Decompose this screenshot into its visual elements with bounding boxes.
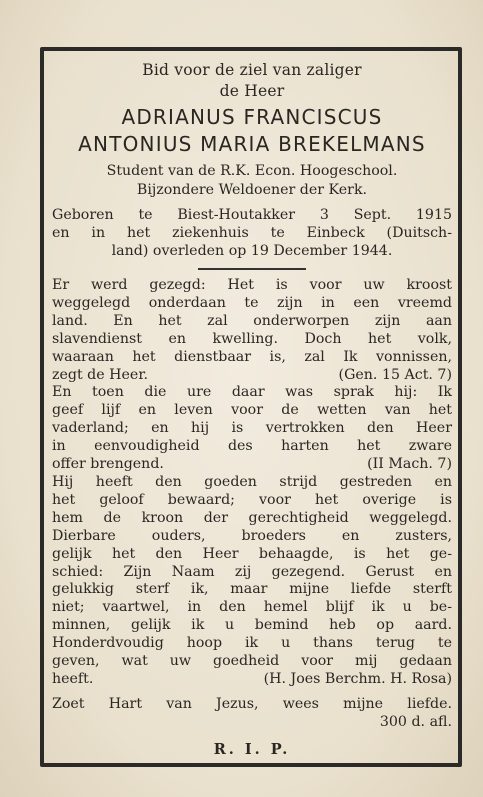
scripture-reference: (II Mach. 7) [367,456,452,473]
text-line: geven, wat uw goedheid voor mij gedaan [52,653,452,670]
birth-death-block [52,206,452,260]
dates-line-1: Geboren te Biest-Houtakker 3 Sept. 1915 [52,207,452,223]
prayer-block [52,695,452,731]
rip-text: R. I. P. [213,740,291,758]
text-line: En toen die ure daar was sprak hij: Ik [52,384,452,401]
text-line: gelukkig sterf ik, maar mijne liefde sterft [52,581,452,598]
intro-line-2: de Heer [219,82,285,100]
prayer-line: Zoet Hart van Jezus, wees mijne liefde. [52,695,452,712]
name-line-1: ADRIANUS FRANCISCUS [121,105,383,129]
intro-block [52,60,452,102]
text-line: in eenvoudigheid des harten het zware [52,438,452,455]
info-line-1: Student van de R.K. Econ. Hoogeschool. [106,163,398,179]
text-line: geef lijf en leven voor de wetten van het [52,402,452,419]
text-line: offer brengend. [52,456,164,473]
paragraph [52,474,452,528]
text-line: Hij heeft den goeden strijd gestreden en [52,473,452,490]
paragraph-last-line [52,456,452,474]
dates-line-2: en in het ziekenhuis te Einbeck (Duitsch- [52,225,452,241]
text-line: Er werd gezegd: Het is voor uw kroost [52,277,452,293]
text-line: Dierbare ouders, broeders en zusters, [52,527,452,544]
text-line: slavendienst en kwelling. Doch het volk, [52,330,452,347]
text-line: weggelegd onderdaan te zijn in een vreemd [52,294,452,311]
name-line-2: ANTONIUS MARIA BREKELMANS [78,132,426,156]
text-line: land. En het zal onderworpen zijn aan [52,312,452,329]
paragraph [52,277,452,384]
dates-line-3: land) overleden op 19 December 1944. [111,243,393,259]
text-line: Honderdvoudig hoop ik u thans terug te [52,635,452,652]
text-line: het geloof bewaard; voor het overige is [52,491,452,508]
text-line: waaraan het dienstbaar is, zal Ik vonnissen, [52,348,452,365]
text-line: heeft. [52,670,94,687]
card-content [52,60,452,758]
divider [198,268,306,270]
text-line: hem de kroon der gerechtigheid weggelegd. [52,509,452,526]
indulgence-note: 300 d. afl. [379,713,452,730]
paragraph [52,528,452,689]
info-line-2: Bijzondere Weldoener der Kerk. [136,181,368,198]
text-line: niet; vaartwel, in den hemel blijf ik u be- [52,599,452,616]
paragraph-last-line [52,671,452,689]
deceased-name [52,104,452,158]
scripture-reference: (Gen. 15 Act. 7) [338,366,452,383]
text-line: gelijk het den Heer behaagde, is het ge- [52,545,452,562]
scripture-reference: (H. Joes Berchm. H. Rosa) [263,670,452,687]
paragraph-last-line [52,367,452,385]
scripture-text [52,277,452,689]
intro-line-1: Bid voor de ziel van zaliger [142,61,362,79]
paragraph [52,384,452,474]
info-block [52,162,452,199]
text-line: zegt de Heer. [52,366,149,383]
text-line: vaderland; en hij is vertrokken den Heer [52,420,452,437]
text-line: minnen, gelijk ik u bemind heb op aard. [52,617,452,634]
text-line: schied: Zijn Naam zij gezegend. Gerust en [52,563,452,580]
